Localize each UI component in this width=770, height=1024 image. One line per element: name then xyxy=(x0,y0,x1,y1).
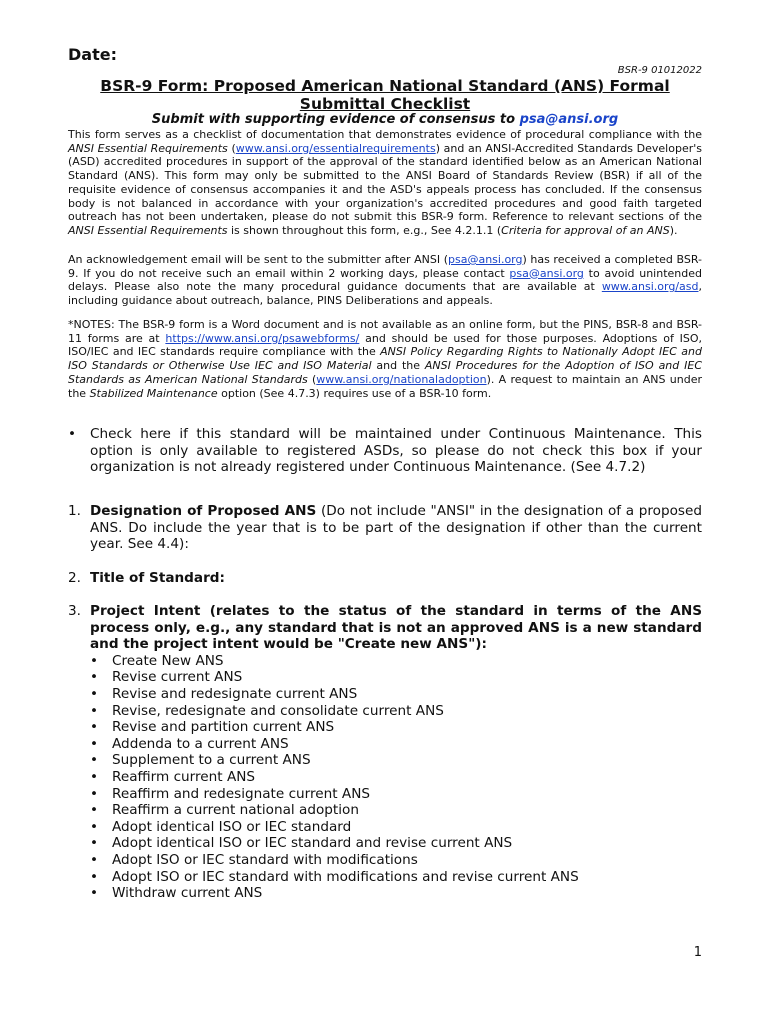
intent-option[interactable]: • Reaffirm current ANS xyxy=(90,768,256,785)
bullet-icon: • xyxy=(90,818,99,835)
intro-ansi-essential: ANSI Essential Requirements xyxy=(68,141,228,155)
continuous-maintenance-text: Check here if this standard will be maintained under Continuous Maintenance. This option is only available to registered ASDs, so please do not check this box if your organization is not already registered under Continuous Maintenance. (See 4.7.2) xyxy=(90,426,702,476)
bullet-icon: • xyxy=(90,851,99,868)
item-title xyxy=(68,570,702,587)
ack-text-d: , including guidance about outreach, balance, PINS Deliberations and appeals. xyxy=(68,280,702,308)
date-label: Date: xyxy=(68,45,117,64)
project-intent-options xyxy=(90,653,702,902)
submit-instruction xyxy=(68,112,702,127)
bullet-icon: • xyxy=(90,802,99,819)
intent-option[interactable]: • Adopt ISO or IEC standard with modifications and revise current ANS xyxy=(90,868,579,885)
ack-email-link-2[interactable]: psa@ansi.org xyxy=(509,266,584,280)
intent-option[interactable]: • Addenda to a current ANS xyxy=(90,735,289,752)
checkbox-bullet-icon[interactable]: • xyxy=(68,426,77,442)
intent-option[interactable]: • Adopt identical ISO or IEC standard xyxy=(90,818,352,835)
form-title: BSR-9 Form: Proposed American National Standard (ANS) Formal Submittal Checklist xyxy=(100,77,670,113)
designation-label: Designation of Proposed ANS xyxy=(90,503,317,519)
ack-text-a: An acknowledgement email will be sent to the submitter after ANSI ( xyxy=(68,253,448,266)
notes-text-e: option (See 4.7.3) requires use of a BSR-10 form. xyxy=(221,386,492,400)
bullet-icon: • xyxy=(90,868,99,885)
acknowledgement-paragraph xyxy=(68,253,702,308)
intent-option[interactable]: • Adopt ISO or IEC standard with modifications xyxy=(90,851,418,868)
item-number: 2. xyxy=(68,570,81,586)
bullet-icon: • xyxy=(90,685,99,702)
bullet-icon: • xyxy=(90,702,99,719)
intent-option[interactable]: • Create New ANS xyxy=(90,652,224,669)
intent-option[interactable]: • Reaffirm a current national adoption xyxy=(90,802,359,819)
intro-text-c: is shown throughout this form, e.g., See 4.2.1.1 ( xyxy=(231,223,502,237)
item-number: 3. xyxy=(68,603,81,619)
bullet-icon: • xyxy=(90,735,99,752)
item-number: 1. xyxy=(68,503,81,519)
intent-option[interactable]: • Adopt identical ISO or IEC standard and revise current ANS xyxy=(90,835,513,852)
ack-text-b: ) has received a completed BSR-9. If you do not receive such an email within 2 working days, please contact xyxy=(68,253,702,280)
asd-guidance-link[interactable]: www.ansi.org/asd xyxy=(601,280,699,294)
submit-instruction-text: Submit with supporting evidence of consensus to xyxy=(151,112,516,127)
notes-paragraph: *NOTES: The BSR-9 form is a Word document and is not available as an online form, but the PINS, BSR-8 and BSR-11 forms are at https://www.ansi.org/psawebforms/ and should be used for those purposes. Adoptions of ISO, ISO/IEC and IEC standards require compliance with the ANSI Policy Regarding Rights to Nationally Adopt IEC and ISO Standards or Otherwise Use IEC and ISO Material and the ANSI Procedures for the Adoption of ISO and IEC Standards as American National Standards (www.ansi.org/nationaladoption). A request to maintain an ANS under the Stabilized Maintenance option (See 4.7.3) requires use of a BSR-10 form. xyxy=(68,318,703,400)
notes-stabilized: Stabilized Maintenance xyxy=(89,386,218,400)
item-project-intent xyxy=(68,603,702,902)
notes-text-d: . A request to maintain an ANS under the xyxy=(68,372,702,400)
bullet-icon: • xyxy=(90,752,99,769)
intro-text-b: and an ANSI-Accredited Standards Developer's (ASD) accredited procedures in support of the approval of the standard identified below as an American National Standard (ANS). This form may only be submitted to the ANSI Board of Standards Review (BSR) if all of the requisite evidence of consensus accompanies it and the ASD's appeals process has concluded. If the consensus body is not balanced in accordance with your organization's accredited procedures and good faith targeted outreach has not been undertaken, please do not submit this BSR-9 form. Reference to relevant sections of the xyxy=(68,141,702,224)
intro-text-d: ). xyxy=(669,223,678,237)
project-intent-label: Project Intent (relates to the status of the standard in terms of the ANS process only, e.g., any standard that is not an approved ANS is a new standard and the project intent would be "Create new ANS"): xyxy=(90,603,702,653)
continuous-maintenance-checkbox[interactable] xyxy=(68,426,702,476)
notes-text-c: and the xyxy=(376,359,421,373)
designation-instructions: (Do not include "ANSI" in the designation of a proposed ANS. Do include the year that is to be part of the designation if other than the current year. See 4.4): xyxy=(90,503,702,553)
page-number: 1 xyxy=(693,945,702,960)
intro-criteria: Criteria for approval of an ANS xyxy=(501,223,670,237)
notes-text-a: *NOTES: The BSR-9 form is a Word document and is not available as an online form, but the PINS, BSR-8 and BSR-11 forms are at xyxy=(68,318,702,345)
notes-procedures: ANSI Procedures for the Adoption of ISO and IEC Standards as American National Standards xyxy=(68,359,703,386)
psawebforms-link[interactable]: https://www.ansi.org/psawebforms/ xyxy=(165,331,360,345)
national-adoption-link[interactable]: www.ansi.org/nationaladoption xyxy=(316,372,487,386)
intent-option[interactable]: • Revise and redesignate current ANS xyxy=(90,685,358,702)
intro-text-a: This form serves as a checklist of documentation that demonstrates evidence of procedural compliance with the xyxy=(68,128,702,141)
form-id: BSR-9 01012022 xyxy=(617,65,702,76)
bullet-icon: • xyxy=(90,885,99,902)
bullet-icon: • xyxy=(90,785,99,802)
intent-option[interactable]: • Revise and partition current ANS xyxy=(90,719,335,736)
intro-ansi-essential-2: ANSI Essential Requirements xyxy=(68,223,228,237)
intent-option[interactable]: • Revise current ANS xyxy=(90,669,243,686)
intent-option[interactable]: • Withdraw current ANS xyxy=(90,885,263,902)
bullet-icon: • xyxy=(90,652,99,669)
title-label: Title of Standard: xyxy=(90,570,225,586)
bullet-icon: • xyxy=(90,768,99,785)
ack-email-link-1[interactable]: psa@ansi.org xyxy=(448,253,523,266)
bullet-icon: • xyxy=(90,719,99,736)
item-designation xyxy=(68,503,702,553)
intent-option[interactable]: • Supplement to a current ANS xyxy=(90,752,311,769)
submit-email-link[interactable]: psa@ansi.org xyxy=(519,112,619,127)
notes-text-b: and should be used for those purposes. Adoptions of ISO, ISO/IEC and IEC standards require compliance with the xyxy=(68,331,702,359)
intro-paragraph: This form serves as a checklist of documentation that demonstrates evidence of procedural compliance with the ANSI Essential Requirements (www.ansi.org/essentialrequirements) and an ANSI-Accredited Standards Developer's (ASD) accredited procedures in support of the approval of the standard identified below as an American National Standard (ANS). This form may only be submitted to the ANSI Board of Standards Review (BSR) if all of the requisite evidence of consensus accompanies it and the ASD's appeals process has concluded. If the consensus body is not balanced in accordance with your organization's accredited procedures and good faith targeted outreach has not been undertaken, please do not submit this BSR-9 form. Reference to relevant sections of the ANSI Essential Requirements is shown throughout this form, e.g., See 4.2.1.1 (Criteria for approval of an ANS). xyxy=(68,128,702,237)
notes-policy: ANSI Policy Regarding Rights to Nationally Adopt IEC and ISO Standards or Otherwise Use IEC and ISO Material xyxy=(68,345,702,373)
intent-option[interactable]: • Revise, redesignate and consolidate current ANS xyxy=(90,702,444,719)
bullet-icon: • xyxy=(90,835,99,852)
essential-requirements-link[interactable]: www.ansi.org/essentialrequirements xyxy=(235,141,436,155)
bullet-icon: • xyxy=(90,669,99,686)
ack-text-c: to avoid unintended delays. Please also note the many procedural guidance documents that are available at xyxy=(68,266,702,294)
intent-option[interactable]: • Reaffirm and redesignate current ANS xyxy=(90,785,371,802)
